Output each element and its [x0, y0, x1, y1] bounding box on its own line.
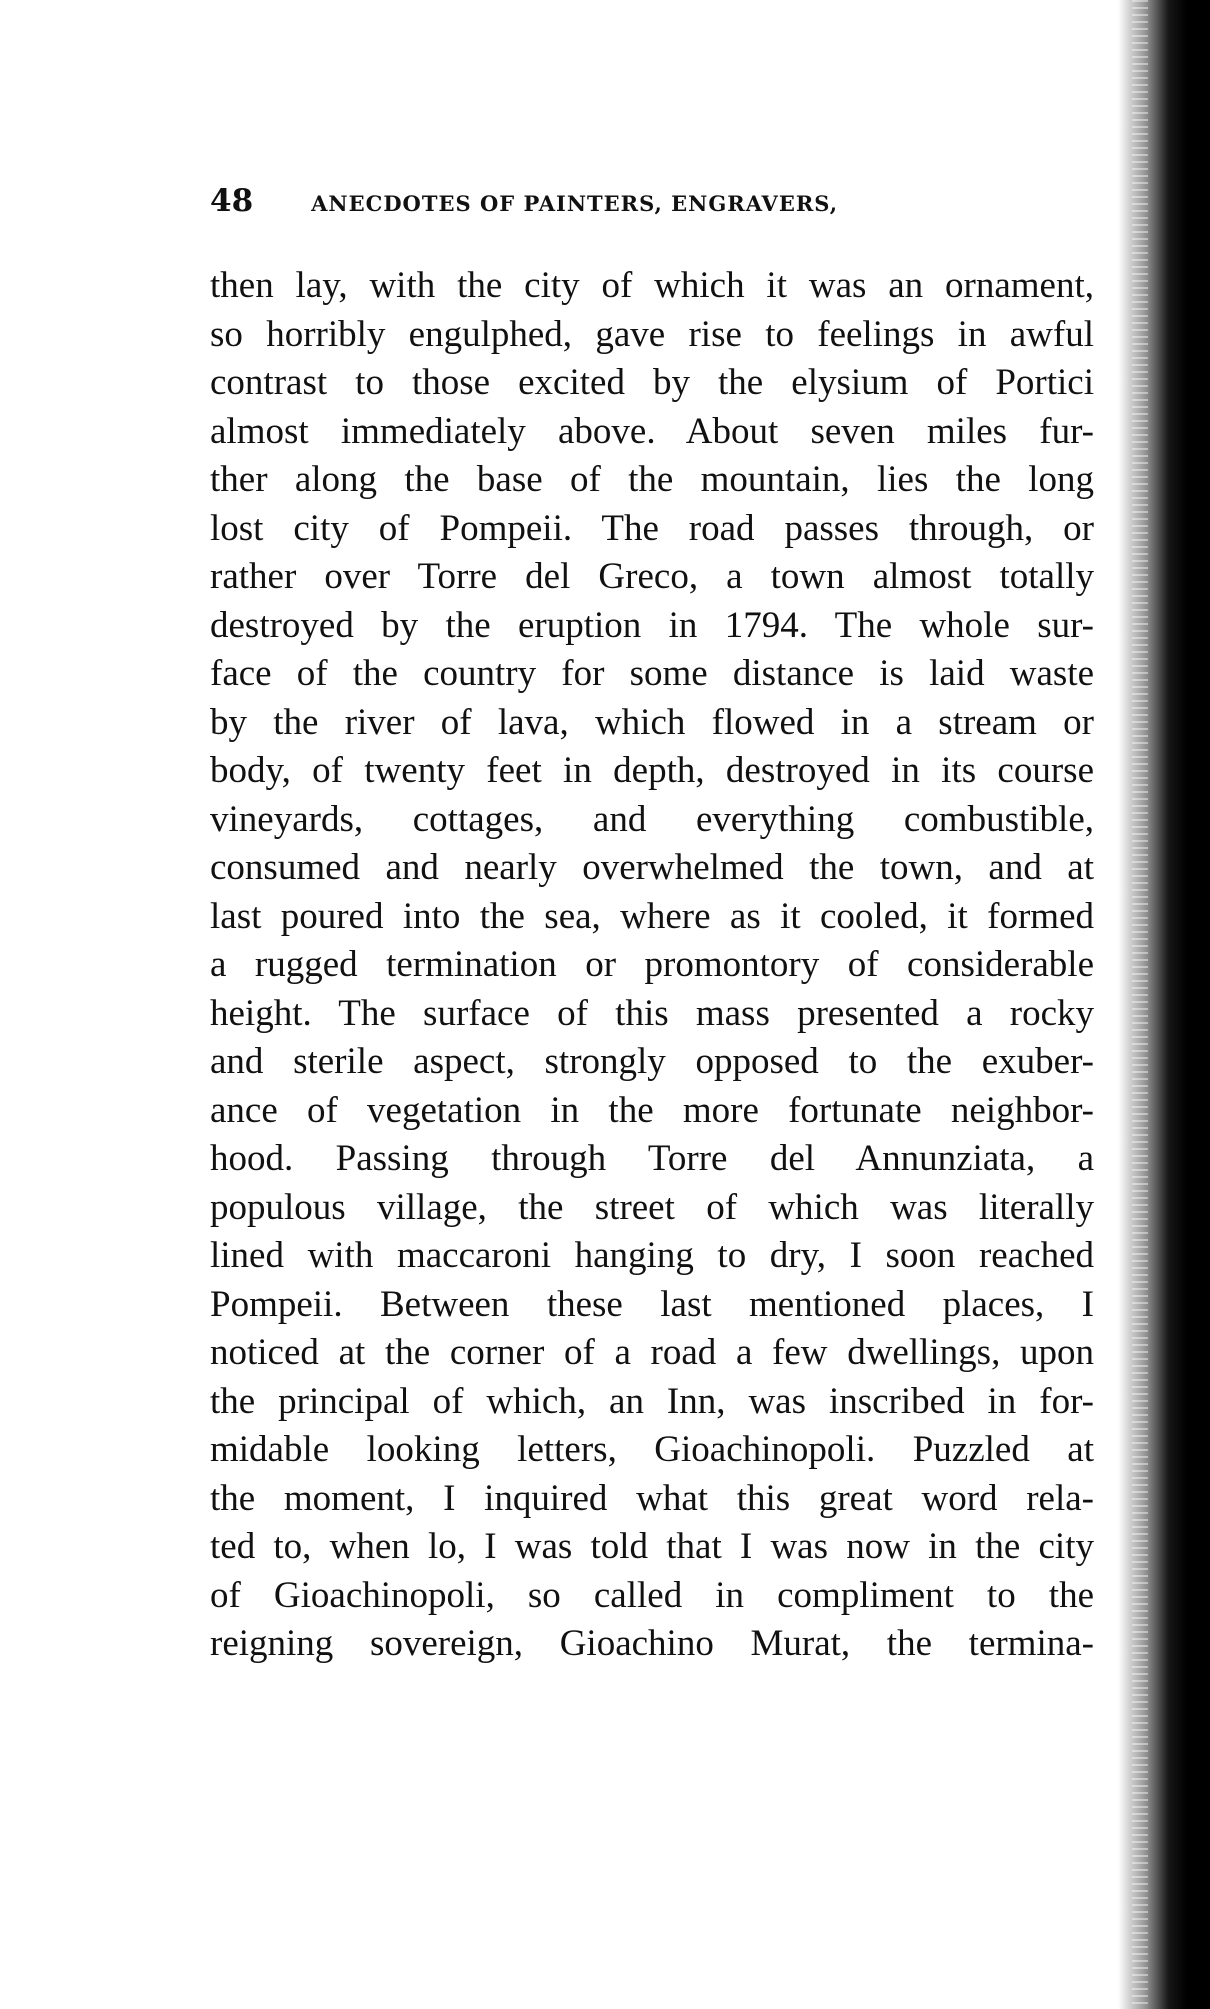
text-line: height. The surface of this mass presented a rocky — [210, 992, 1094, 1034]
text-line: face of the country for some distance is laid waste — [210, 653, 1094, 694]
text-line: ance of vegetation in the more fortunate neighbor- — [210, 1089, 1094, 1131]
text-line: ther along the base of the mountain, lies the long — [210, 459, 1094, 500]
text-line: hood. Passing through Torre del Annunziata, a — [210, 1138, 1094, 1179]
text-line: Pompeii. Between these last mentioned places, I — [210, 1283, 1094, 1325]
text-line: rather over Torre del Greco, a town almost totally — [210, 556, 1094, 597]
text-line: lined with maccaroni hanging to dry, I soon reached — [210, 1235, 1094, 1276]
text-line: and sterile aspect, strongly opposed to the exuber- — [210, 1041, 1094, 1082]
text-line: a rugged termination or promontory of considerable — [210, 944, 1094, 985]
text-line: vineyards, cottages, and everything combustible, — [210, 798, 1094, 840]
text-line: destroyed by the eruption in 1794. The whole sur- — [210, 604, 1094, 646]
text-line: the principal of which, an Inn, was inscribed in for- — [210, 1380, 1094, 1422]
text-line: noticed at the corner of a road a few dwellings, upon — [210, 1332, 1094, 1373]
text-line: consumed and nearly overwhelmed the town, and at — [210, 847, 1094, 888]
text-line: so horribly engulphed, gave rise to feelings in awful — [210, 313, 1094, 355]
text-line: then lay, with the city of which it was an ornament, — [210, 265, 1094, 306]
text-line: reigning sovereign, Gioachino Murat, the termina- — [210, 1623, 1094, 1664]
text-line: of Gioachinopoli, so called in compliment to the — [210, 1574, 1094, 1616]
running-title: ANECDOTES OF PAINTERS, ENGRAVERS, — [311, 191, 839, 216]
text-line: by the river of lava, which flowed in a stream or — [210, 701, 1094, 743]
page-edge-speckle — [1132, 0, 1148, 2009]
text-line: contrast to those excited by the elysium of Portici — [210, 362, 1094, 403]
body-text — [210, 262, 1094, 1669]
text-line: lost city of Pompeii. The road passes through, or — [210, 507, 1094, 549]
text-line: populous village, the street of which was literally — [210, 1186, 1094, 1228]
text-line: ted to, when lo, I was told that I was now in the city — [210, 1526, 1094, 1567]
text-line: last poured into the sea, where as it cooled, it formed — [210, 895, 1094, 937]
text-line: almost immediately above. About seven miles fur- — [210, 410, 1094, 452]
text-line: body, of twenty feet in depth, destroyed in its course — [210, 750, 1094, 791]
running-head — [210, 183, 1090, 223]
page-number: 48 — [210, 183, 254, 219]
text-line: midable looking letters, Gioachinopoli. Puzzled at — [210, 1429, 1094, 1470]
text-line: the moment, I inquired what this great word rela- — [210, 1477, 1094, 1519]
